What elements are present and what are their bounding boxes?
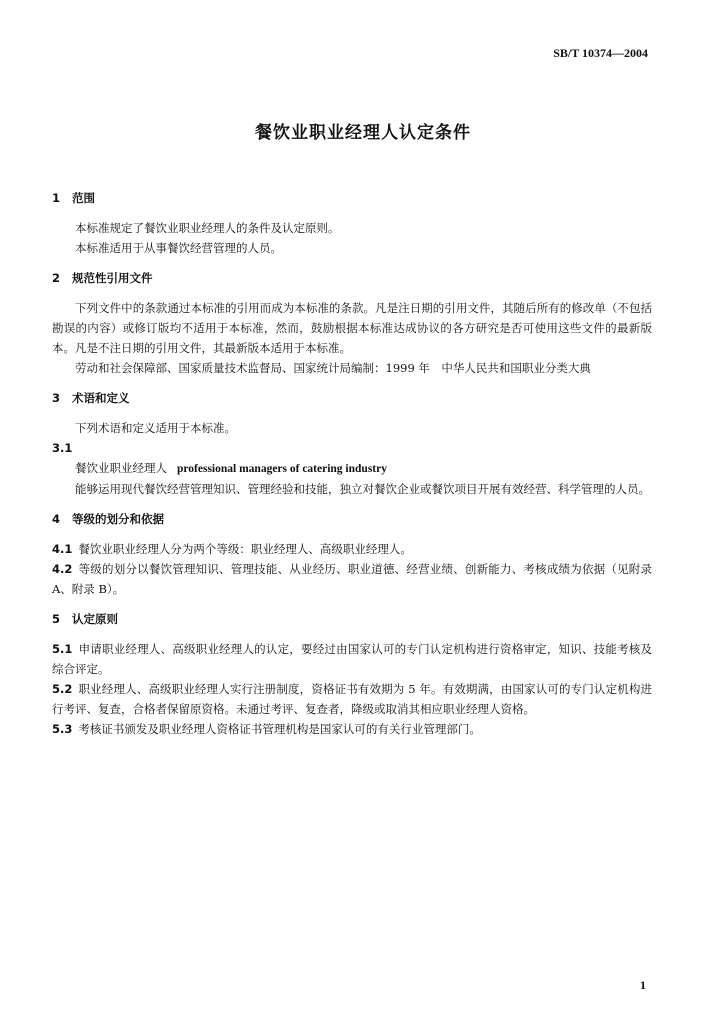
clause-number: 4.2	[52, 562, 73, 576]
section-number: 3	[52, 391, 61, 405]
term-chinese: 餐饮业职业经理人	[75, 461, 167, 475]
clause-4-1	[52, 539, 652, 559]
standard-code: SB/T 10374—2004	[553, 46, 648, 60]
section-title: 规范性引用文件	[72, 271, 153, 285]
clause-text: 等级的划分以餐饮管理知识、管理技能、从业经历、职业道德、经营业绩、创新能力、考核成绩为依据（见附录 A、附录 B）。	[52, 562, 652, 596]
term-english: professional managers of catering industry	[177, 463, 387, 475]
document-body	[52, 178, 652, 739]
section-number: 2	[52, 271, 61, 285]
page-number: 1	[640, 978, 646, 992]
section-title: 范围	[72, 191, 95, 205]
clause-4-2	[52, 559, 652, 599]
paragraph: 劳动和社会保障部、国家质量技术监督局、国家统计局编制：1999 年 中华人民共和国职业分类大典	[75, 361, 591, 375]
section-heading-2	[52, 268, 652, 288]
paragraph: 本标准规定了餐饮业职业经理人的条件及认定原则。	[75, 221, 340, 235]
section-heading-3	[52, 388, 652, 408]
clause-5-1	[52, 639, 652, 679]
term-entry	[52, 458, 652, 479]
clause-5-2	[52, 679, 652, 719]
section-heading-5	[52, 609, 652, 629]
clause-text: 职业经理人、高级职业经理人实行注册制度，资格证书有效期为 5 年。有效期满，由国家认可的专门认定机构进行考评、复查，合格者保留原资格。未通过考评、复查者，降级或取消其相应职业经理人资格。	[52, 682, 652, 716]
section-heading-1	[52, 188, 652, 208]
clause-number: 5.2	[52, 682, 73, 696]
clause-number: 4.1	[52, 542, 73, 556]
section-title: 认定原则	[72, 612, 118, 626]
clause-text: 申请职业经理人、高级职业经理人的认定，要经过由国家认可的专门认定机构进行资格审定，知识、技能考核及综合评定。	[52, 642, 652, 676]
section-number: 4	[52, 512, 61, 526]
clause-5-3	[52, 719, 652, 739]
document-title: 餐饮业职业经理人认定条件	[255, 123, 471, 143]
clause-text: 考核证书颁发及职业经理人资格证书管理机构是国家认可的有关行业管理部门。	[78, 722, 481, 736]
term-number: 3.1	[52, 441, 73, 455]
section-heading-4	[52, 509, 652, 529]
paragraph: 本标准适用于从事餐饮经营管理的人员。	[75, 241, 282, 255]
paragraph: 下列术语和定义适用于本标准。	[75, 421, 236, 435]
clause-number: 5.1	[52, 642, 73, 656]
clause-number: 5.3	[52, 722, 73, 736]
section-number: 1	[52, 191, 61, 205]
paragraph: 下列文件中的条款通过本标准的引用而成为本标准的条款。凡是注日期的引用文件，其随后所有的修改单（不包括勘误的内容）或修订版均不适用于本标准，然而，鼓励根据本标准达成协议的各方研究是否可使用这些文件的最新版本。凡是不注日期的引用文件，其最新版本适用于本标准。	[52, 301, 652, 355]
clause-text: 餐饮业职业经理人分为两个等级：职业经理人、高级职业经理人。	[78, 542, 412, 556]
section-number: 5	[52, 612, 61, 626]
term-definition: 能够运用现代餐饮经营管理知识、管理经验和技能，独立对餐饮企业或餐饮项目开展有效经营、科学管理的人员。	[75, 482, 650, 496]
section-title: 等级的划分和依据	[72, 512, 164, 526]
section-title: 术语和定义	[72, 391, 130, 405]
